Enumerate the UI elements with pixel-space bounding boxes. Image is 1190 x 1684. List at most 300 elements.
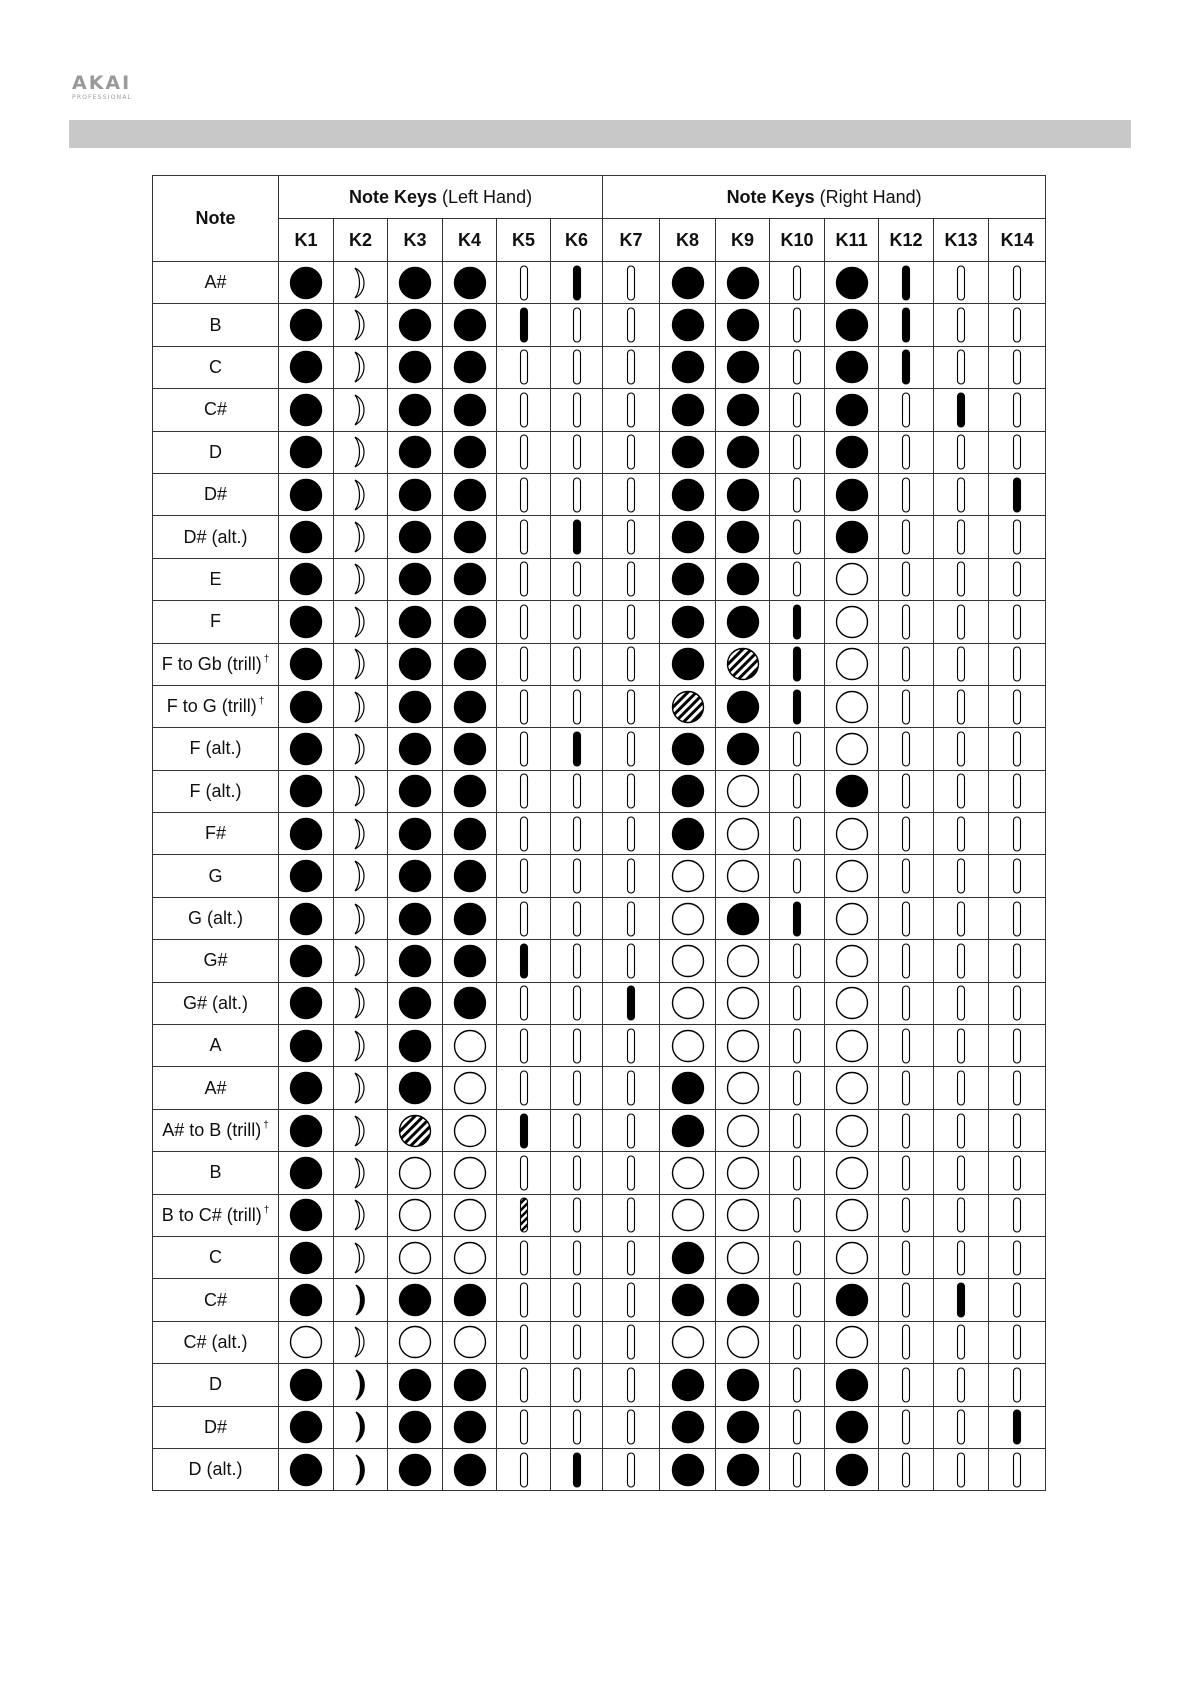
crescent-key-icon — [352, 393, 370, 427]
key-10-open — [770, 1406, 825, 1448]
key-1-pressed — [279, 770, 334, 812]
table-row — [153, 346, 1046, 388]
key-9-open — [716, 1194, 770, 1236]
key-10-open — [770, 1194, 825, 1236]
circle-key-icon — [453, 562, 487, 596]
note-name: C — [209, 356, 222, 377]
key-14-open — [989, 728, 1046, 770]
circle-key-icon — [453, 1029, 487, 1063]
table-row — [153, 940, 1046, 982]
key-header-k7: K7 — [603, 219, 660, 262]
circle-key-icon — [726, 478, 760, 512]
key-12-pressed — [879, 262, 934, 304]
key-header-k11: K11 — [825, 219, 879, 262]
crescent-key-icon — [352, 690, 370, 724]
key-4-open — [443, 1236, 497, 1278]
note-label — [153, 940, 279, 982]
key-7-open — [603, 1364, 660, 1406]
bar-key-icon — [571, 434, 583, 470]
key-13-open — [934, 813, 989, 855]
key-6-open — [551, 1406, 603, 1448]
key-12-open — [879, 1236, 934, 1278]
key-11-open — [825, 813, 879, 855]
crescent-key-icon — [352, 605, 370, 639]
circle-key-icon — [289, 308, 323, 342]
circle-key-icon — [453, 690, 487, 724]
key-7-open — [603, 728, 660, 770]
table-row — [153, 1236, 1046, 1278]
key-9-open — [716, 1025, 770, 1067]
circle-key-icon — [726, 1198, 760, 1232]
crescent-key-icon — [352, 1241, 370, 1275]
key-7-open — [603, 601, 660, 643]
key-11-pressed — [825, 1448, 879, 1490]
note-name: C# (alt.) — [183, 1331, 248, 1352]
key-14-open — [989, 1067, 1046, 1109]
note-name: E — [209, 568, 222, 589]
circle-key-icon — [726, 1114, 760, 1148]
key-8-open — [660, 1194, 716, 1236]
bar-key-icon — [518, 1324, 530, 1360]
key-11-pressed — [825, 473, 879, 515]
key-8-pressed — [660, 1067, 716, 1109]
key-14-open — [989, 601, 1046, 643]
bar-key-icon — [791, 1282, 803, 1318]
bar-key-icon — [791, 731, 803, 767]
key-11-pressed — [825, 262, 879, 304]
key-2-open — [334, 1067, 388, 1109]
circle-key-icon — [398, 817, 432, 851]
key-10-open — [770, 1321, 825, 1363]
key-5-open — [497, 1406, 551, 1448]
bar-key-icon — [791, 1155, 803, 1191]
key-2-open — [334, 601, 388, 643]
right-hand-header — [603, 176, 1046, 219]
bar-key-icon — [625, 519, 637, 555]
key-10-open — [770, 982, 825, 1024]
key-8-open — [660, 855, 716, 897]
key-11-open — [825, 1236, 879, 1278]
circle-key-icon — [398, 308, 432, 342]
key-14-open — [989, 431, 1046, 473]
table-row — [153, 1364, 1046, 1406]
bar-key-icon — [955, 1240, 967, 1276]
key-10-open — [770, 1152, 825, 1194]
table-row — [153, 389, 1046, 431]
key-2-open — [334, 431, 388, 473]
key-12-open — [879, 897, 934, 939]
key-9-pressed — [716, 516, 770, 558]
key-4-pressed — [443, 982, 497, 1024]
key-10-open — [770, 346, 825, 388]
key-2-open — [334, 1025, 388, 1067]
bar-key-icon — [791, 1409, 803, 1445]
key-4-open — [443, 1025, 497, 1067]
key-12-open — [879, 389, 934, 431]
bar-key-icon — [955, 1367, 967, 1403]
crescent-key-icon — [352, 308, 370, 342]
circle-key-icon — [726, 817, 760, 851]
bar-key-icon — [1011, 307, 1023, 343]
circle-key-icon — [671, 393, 705, 427]
note-label — [153, 897, 279, 939]
bar-key-icon — [1011, 1155, 1023, 1191]
key-7-open — [603, 262, 660, 304]
bar-key-icon — [900, 1367, 912, 1403]
crescent-key-icon — [352, 1283, 370, 1317]
circle-key-icon — [453, 1453, 487, 1487]
key-11-pressed — [825, 1364, 879, 1406]
bar-key-icon — [571, 519, 583, 555]
key-1-pressed — [279, 601, 334, 643]
note-label — [153, 1236, 279, 1278]
key-6-open — [551, 1067, 603, 1109]
circle-key-icon — [726, 1029, 760, 1063]
bar-key-icon — [518, 1409, 530, 1445]
bar-key-icon — [1011, 1324, 1023, 1360]
key-3-pressed — [388, 770, 443, 812]
bar-key-icon — [518, 985, 530, 1021]
note-label — [153, 1279, 279, 1321]
key-4-pressed — [443, 728, 497, 770]
key-8-pressed — [660, 813, 716, 855]
circle-key-icon — [289, 562, 323, 596]
bar-key-icon — [625, 434, 637, 470]
bar-key-icon — [955, 349, 967, 385]
bar-key-icon — [955, 1324, 967, 1360]
key-4-pressed — [443, 1448, 497, 1490]
note-column-header: Note — [153, 176, 279, 262]
bar-key-icon — [900, 646, 912, 682]
bar-key-icon — [900, 773, 912, 809]
key-3-trill-hatched — [388, 1109, 443, 1151]
circle-key-icon — [671, 562, 705, 596]
bar-key-icon — [1011, 773, 1023, 809]
circle-key-icon — [398, 266, 432, 300]
circle-key-icon — [835, 393, 869, 427]
table-row — [153, 1109, 1046, 1151]
bar-key-icon — [1011, 816, 1023, 852]
note-label — [153, 685, 279, 727]
note-label — [153, 304, 279, 346]
circle-key-icon — [835, 986, 869, 1020]
crescent-key-icon — [352, 1368, 370, 1402]
bar-key-icon — [900, 434, 912, 470]
note-name: D# (alt.) — [183, 526, 248, 547]
bar-key-icon — [625, 561, 637, 597]
key-13-open — [934, 516, 989, 558]
bar-key-icon — [625, 349, 637, 385]
bar-key-icon — [518, 1452, 530, 1488]
note-label — [153, 728, 279, 770]
key-7-open — [603, 813, 660, 855]
note-name: F# — [204, 823, 226, 844]
key-10-open — [770, 855, 825, 897]
bar-key-icon — [791, 1367, 803, 1403]
circle-key-icon — [289, 1368, 323, 1402]
note-name: B — [209, 314, 222, 335]
key-5-open — [497, 473, 551, 515]
circle-key-icon — [398, 1029, 432, 1063]
key-13-open — [934, 1109, 989, 1151]
key-6-open — [551, 940, 603, 982]
key-header-k10: K10 — [770, 219, 825, 262]
note-name: C# — [203, 399, 227, 420]
circle-key-icon — [453, 478, 487, 512]
circle-key-icon — [726, 1410, 760, 1444]
table-row — [153, 262, 1046, 304]
bar-key-icon — [1011, 1070, 1023, 1106]
bar-key-icon — [1011, 1409, 1023, 1445]
key-3-pressed — [388, 516, 443, 558]
bar-key-icon — [955, 519, 967, 555]
key-4-pressed — [443, 1406, 497, 1448]
key-4-open — [443, 1067, 497, 1109]
key-4-pressed — [443, 897, 497, 939]
key-6-open — [551, 813, 603, 855]
note-name: A# to B (trill) — [162, 1120, 262, 1140]
key-6-open — [551, 897, 603, 939]
bar-key-icon — [1011, 349, 1023, 385]
key-12-open — [879, 601, 934, 643]
bar-key-icon — [955, 265, 967, 301]
bar-key-icon — [571, 816, 583, 852]
circle-key-icon — [671, 1410, 705, 1444]
key-5-open — [497, 558, 551, 600]
key-11-pressed — [825, 389, 879, 431]
key-3-pressed — [388, 1406, 443, 1448]
key-14-open — [989, 304, 1046, 346]
key-1-pressed — [279, 897, 334, 939]
bar-key-icon — [955, 816, 967, 852]
bar-key-icon — [518, 816, 530, 852]
bar-key-icon — [900, 1028, 912, 1064]
bar-key-icon — [625, 858, 637, 894]
key-9-open — [716, 1321, 770, 1363]
key-6-open — [551, 1321, 603, 1363]
table-row — [153, 601, 1046, 643]
key-5-open — [497, 431, 551, 473]
key-1-pressed — [279, 304, 334, 346]
key-2-open — [334, 813, 388, 855]
bar-key-icon — [900, 392, 912, 428]
circle-key-icon — [453, 350, 487, 384]
key-10-open — [770, 262, 825, 304]
bar-key-icon — [900, 604, 912, 640]
bar-key-icon — [518, 477, 530, 513]
bar-key-icon — [571, 1452, 583, 1488]
circle-key-icon — [835, 1071, 869, 1105]
key-11-open — [825, 601, 879, 643]
key-2-open — [334, 558, 388, 600]
key-6-open — [551, 431, 603, 473]
bar-key-icon — [571, 1155, 583, 1191]
key-5-pressed — [497, 940, 551, 982]
circle-key-icon — [453, 1114, 487, 1148]
key-11-open — [825, 643, 879, 685]
key-11-open — [825, 1321, 879, 1363]
crescent-key-icon — [352, 774, 370, 808]
key-1-pressed — [279, 728, 334, 770]
note-name: G# — [203, 950, 228, 971]
bar-key-icon — [791, 1028, 803, 1064]
key-8-pressed — [660, 643, 716, 685]
bar-key-icon — [1011, 434, 1023, 470]
bar-key-icon — [1011, 1367, 1023, 1403]
key-11-pressed — [825, 770, 879, 812]
key-9-open — [716, 1236, 770, 1278]
circle-key-icon — [398, 1156, 432, 1190]
circle-key-icon — [835, 944, 869, 978]
circle-key-icon — [671, 859, 705, 893]
key-10-open — [770, 558, 825, 600]
bar-key-icon — [791, 307, 803, 343]
key-3-pressed — [388, 389, 443, 431]
key-4-pressed — [443, 685, 497, 727]
key-5-open — [497, 1025, 551, 1067]
key-3-open — [388, 1152, 443, 1194]
circle-key-icon — [726, 859, 760, 893]
bar-key-icon — [955, 392, 967, 428]
circle-key-icon — [671, 350, 705, 384]
key-2-open — [334, 1321, 388, 1363]
circle-key-icon — [398, 562, 432, 596]
circle-key-icon — [289, 1198, 323, 1232]
key-10-open — [770, 1448, 825, 1490]
key-6-open — [551, 1279, 603, 1321]
bar-key-icon — [571, 392, 583, 428]
circle-key-icon — [671, 478, 705, 512]
key-3-pressed — [388, 940, 443, 982]
bar-key-icon — [791, 1452, 803, 1488]
key-14-open — [989, 1109, 1046, 1151]
note-name: A# — [204, 1077, 227, 1098]
bar-key-icon — [1011, 519, 1023, 555]
key-5-open — [497, 685, 551, 727]
key-6-open — [551, 685, 603, 727]
note-name: G (alt.) — [187, 908, 243, 929]
key-1-pressed — [279, 813, 334, 855]
key-3-pressed — [388, 601, 443, 643]
note-label — [153, 1152, 279, 1194]
bar-key-icon — [900, 1324, 912, 1360]
key-6-open — [551, 1109, 603, 1151]
key-1-pressed — [279, 558, 334, 600]
circle-key-icon — [453, 308, 487, 342]
circle-key-icon — [835, 859, 869, 893]
circle-key-icon — [289, 478, 323, 512]
bar-key-icon — [955, 1197, 967, 1233]
key-10-pressed — [770, 897, 825, 939]
note-label — [153, 1364, 279, 1406]
key-8-open — [660, 1321, 716, 1363]
key-7-open — [603, 473, 660, 515]
key-4-pressed — [443, 940, 497, 982]
circle-key-icon — [671, 944, 705, 978]
key-12-open — [879, 940, 934, 982]
bar-key-icon — [900, 1452, 912, 1488]
note-label — [153, 643, 279, 685]
key-4-open — [443, 1194, 497, 1236]
key-12-open — [879, 1448, 934, 1490]
key-9-open — [716, 1067, 770, 1109]
bar-key-icon — [955, 1282, 967, 1318]
key-1-pressed — [279, 1406, 334, 1448]
circle-key-icon — [671, 308, 705, 342]
bar-key-icon — [518, 1028, 530, 1064]
circle-key-icon — [398, 774, 432, 808]
circle-key-icon — [398, 902, 432, 936]
bar-key-icon — [571, 646, 583, 682]
bar-key-icon — [1011, 1452, 1023, 1488]
circle-key-icon — [835, 266, 869, 300]
circle-key-icon — [289, 1156, 323, 1190]
key-8-pressed — [660, 770, 716, 812]
key-7-open — [603, 855, 660, 897]
key-11-pressed — [825, 346, 879, 388]
key-8-pressed — [660, 516, 716, 558]
key-13-open — [934, 1236, 989, 1278]
key-7-open — [603, 1448, 660, 1490]
key-9-open — [716, 1152, 770, 1194]
key-5-open — [497, 770, 551, 812]
circle-key-icon — [398, 1410, 432, 1444]
bar-key-icon — [625, 1240, 637, 1276]
crescent-key-icon — [352, 647, 370, 681]
key-13-open — [934, 982, 989, 1024]
bar-key-icon — [518, 731, 530, 767]
key-1-pressed — [279, 1236, 334, 1278]
bar-key-icon — [791, 1113, 803, 1149]
key-header-k2: K2 — [334, 219, 388, 262]
circle-key-icon — [289, 690, 323, 724]
key-8-pressed — [660, 431, 716, 473]
key-2-pressed — [334, 1364, 388, 1406]
circle-key-icon — [835, 478, 869, 512]
fingering-chart — [152, 175, 1046, 1491]
bar-key-icon — [571, 985, 583, 1021]
circle-key-icon — [671, 1156, 705, 1190]
bar-key-icon — [1011, 731, 1023, 767]
circle-key-icon — [453, 859, 487, 893]
trill-footnote-mark: † — [263, 1120, 269, 1131]
bar-key-icon — [900, 901, 912, 937]
key-3-pressed — [388, 685, 443, 727]
table-row — [153, 1152, 1046, 1194]
bar-key-icon — [571, 477, 583, 513]
note-name: G# (alt.) — [182, 992, 248, 1013]
key-13-open — [934, 1406, 989, 1448]
key-8-pressed — [660, 1236, 716, 1278]
key-6-open — [551, 770, 603, 812]
bar-key-icon — [791, 816, 803, 852]
bar-key-icon — [625, 1070, 637, 1106]
key-5-open — [497, 262, 551, 304]
bar-key-icon — [955, 731, 967, 767]
circle-key-icon — [726, 944, 760, 978]
circle-key-icon — [671, 520, 705, 554]
key-13-open — [934, 855, 989, 897]
bar-key-icon — [518, 604, 530, 640]
note-name: F to G (trill) — [166, 696, 257, 717]
bar-key-icon — [791, 985, 803, 1021]
bar-key-icon — [955, 689, 967, 725]
key-5-open — [497, 855, 551, 897]
circle-key-icon — [671, 732, 705, 766]
bar-key-icon — [791, 392, 803, 428]
key-11-open — [825, 558, 879, 600]
key-11-pressed — [825, 1406, 879, 1448]
